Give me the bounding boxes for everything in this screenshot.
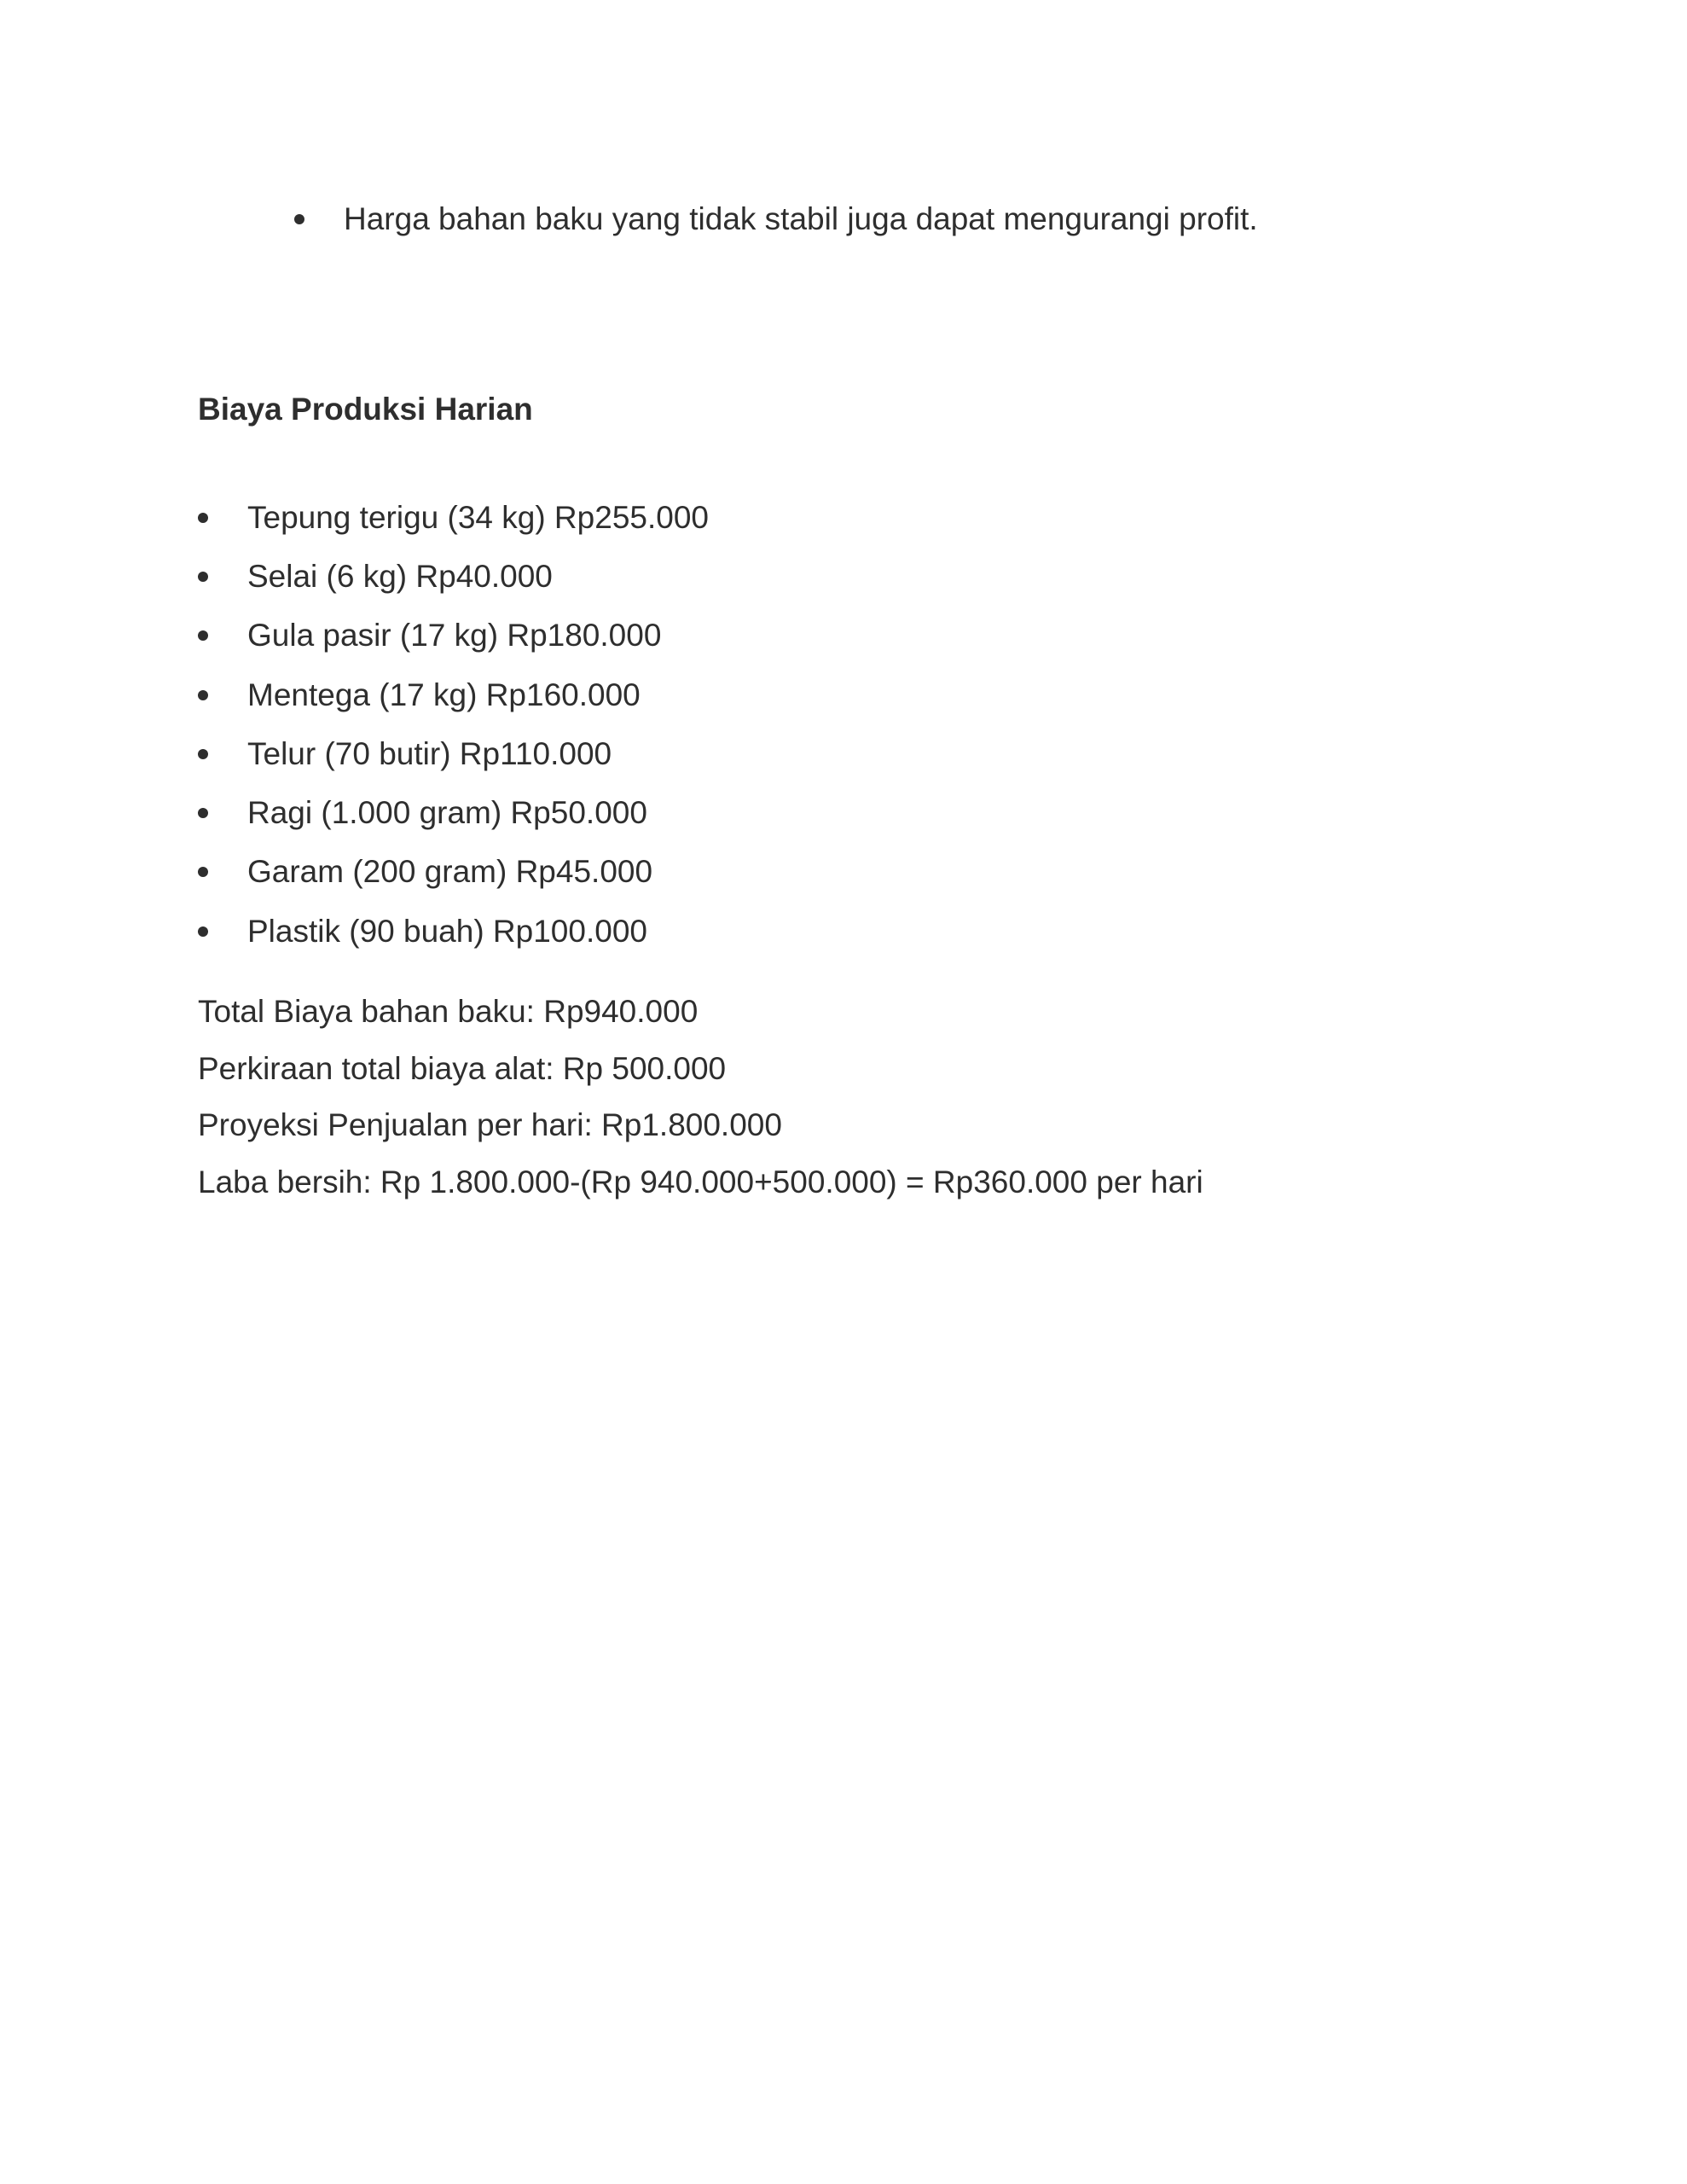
list-item-text: Mentega (17 kg) Rp160.000: [247, 677, 641, 712]
bullet-icon: [198, 867, 208, 877]
proyeksi-penjualan: Proyeksi Penjualan per hari: Rp1.800.000: [198, 1107, 782, 1142]
cost-summary: [198, 993, 1203, 1220]
bullet-icon: [294, 214, 304, 224]
list-item-text: Selai (6 kg) Rp40.000: [247, 558, 553, 594]
list-item-text: Plastik (90 buah) Rp100.000: [247, 913, 647, 949]
list-item: [198, 843, 709, 902]
list-item: [198, 547, 709, 606]
list-item: [198, 783, 709, 842]
biaya-alat: Perkiraan total biaya alat: Rp 500.000: [198, 1050, 727, 1086]
intro-bullet-item: [294, 200, 1258, 238]
list-item-text: Telur (70 butir) Rp110.000: [247, 735, 612, 771]
bullet-icon: [198, 808, 208, 818]
bullet-icon: [198, 513, 208, 523]
list-item: [198, 488, 709, 547]
section-heading: Biaya Produksi Harian: [198, 392, 533, 427]
list-item-text: Ragi (1.000 gram) Rp50.000: [247, 795, 647, 831]
list-item: [198, 724, 709, 783]
bullet-icon: [198, 630, 208, 641]
bullet-icon: [198, 572, 208, 582]
list-item-text: Gula pasir (17 kg) Rp180.000: [247, 618, 662, 653]
list-item: [198, 607, 709, 665]
bullet-icon: [198, 749, 208, 759]
list-item: [198, 902, 709, 961]
laba-bersih: Laba bersih: Rp 1.800.000-(Rp 940.000+500.000) = Rp360.000 per hari: [198, 1164, 1203, 1199]
list-item-text: Tepung terigu (34 kg) Rp255.000: [247, 499, 709, 535]
list-item-text: Garam (200 gram) Rp45.000: [247, 854, 653, 890]
bullet-icon: [198, 926, 208, 937]
total-bahan-baku: Total Biaya bahan baku: Rp940.000: [198, 994, 699, 1029]
intro-bullet-text: Harga bahan baku yang tidak stabil juga dapat mengurangi profit.: [344, 201, 1258, 236]
cost-list: [198, 488, 709, 961]
bullet-icon: [198, 690, 208, 700]
list-item: [198, 665, 709, 724]
